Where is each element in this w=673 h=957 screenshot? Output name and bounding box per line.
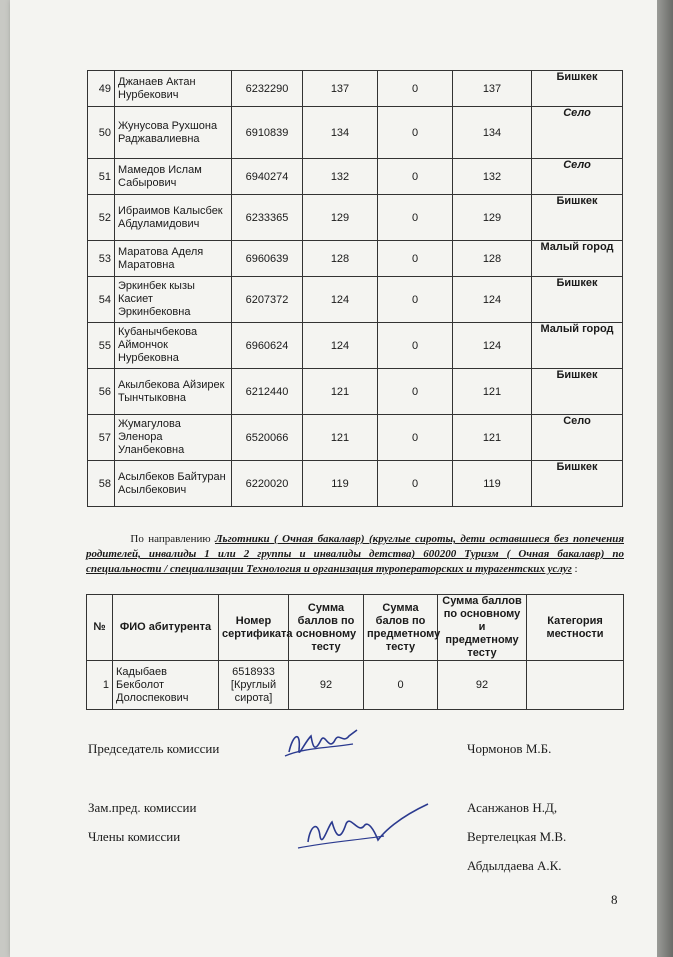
certificate-number: 6960624: [232, 323, 303, 369]
table-row: [88, 415, 623, 461]
locality: Село: [532, 107, 623, 159]
total-score: 129: [453, 195, 532, 241]
table-row: [87, 661, 624, 710]
table-row: [88, 277, 623, 323]
applicant-name: Жунусова Рухшона Раджавалиевна: [115, 107, 232, 159]
results-table-continued: [87, 70, 623, 507]
applicant-name: Мамедов Ислам Сабырович: [115, 159, 232, 195]
total-score: 134: [453, 107, 532, 159]
row-number: 51: [88, 159, 115, 195]
certificate-number: 6910839: [232, 107, 303, 159]
total-score: 119: [453, 461, 532, 507]
locality: Село: [532, 159, 623, 195]
member1-name: Вертелецкая М.В.: [467, 829, 567, 844]
table-row: [88, 71, 623, 107]
applicant-name: Маратова Аделя Маратовна: [115, 241, 232, 277]
page-number: 8: [611, 892, 618, 907]
row-number: 54: [88, 277, 115, 323]
row-number: 1: [87, 661, 113, 710]
chair-name: Чормонов М.Б.: [467, 741, 552, 756]
table-row: [88, 323, 623, 369]
direction-paragraph: [86, 532, 624, 577]
applicant-name: Акылбекова Айзирек Тынчтыковна: [115, 369, 232, 415]
total-score: 92: [438, 661, 527, 710]
subject-score: 0: [378, 159, 453, 195]
subject-score: 0: [378, 71, 453, 107]
header-certificate: Номер сертификата: [219, 595, 289, 661]
subject-score: 0: [378, 277, 453, 323]
applicant-name: Кадыбаев Бекболот Долоспекович: [113, 661, 219, 710]
applicant-name: Жумагулова Эленора Уланбековна: [115, 415, 232, 461]
chair-label: Председатель комиссии: [88, 741, 220, 756]
locality: Малый город: [532, 241, 623, 277]
row-number: 53: [88, 241, 115, 277]
base-score: 119: [303, 461, 378, 507]
total-score: 121: [453, 369, 532, 415]
applicant-name: Асылбеков Байтуран Асылбекович: [115, 461, 232, 507]
paragraph-suffix: :: [574, 563, 578, 575]
applicant-name: Ибраимов Калысбек Абдуламидович: [115, 195, 232, 241]
base-score: 129: [303, 195, 378, 241]
subject-score: 0: [378, 323, 453, 369]
base-score: 128: [303, 241, 378, 277]
subject-score: 0: [364, 661, 438, 710]
direction-title: Льготники ( Очная бакалавр) (круглые сироты, дети оставшиеся без попечения родителей, инвалиды 1 или 2 группы и инвалиды детства) 600200 Туризм ( Очная бакалавр) по специальности / специализации Технология и организация туроператорских и турагентских услуг: [86, 533, 625, 575]
base-score: 124: [303, 277, 378, 323]
applicant-name: Кубанычбекова Аймончок Нурбековна: [115, 323, 232, 369]
certificate-number: 6520066: [232, 415, 303, 461]
certificate-number: 6518933 [Круглый сирота]: [219, 661, 289, 710]
header-name: ФИО абитурента: [113, 595, 219, 661]
row-number: 49: [88, 71, 115, 107]
header-total-score: Сумма баллов по основному и предметному тесту: [438, 595, 527, 661]
locality: Малый город: [532, 323, 623, 369]
applicant-name: Эркинбек кызы Касиет Эркинбековна: [115, 277, 232, 323]
certificate-number: 6960639: [232, 241, 303, 277]
row-number: 55: [88, 323, 115, 369]
locality: Село: [532, 415, 623, 461]
beneficiaries-table: [86, 594, 624, 710]
locality: Бишкек: [532, 369, 623, 415]
subject-score: 0: [378, 415, 453, 461]
row-number: 52: [88, 195, 115, 241]
subject-score: 0: [378, 369, 453, 415]
base-score: 132: [303, 159, 378, 195]
certificate-number: 6940274: [232, 159, 303, 195]
applicant-name: Джанаев Актан Нурбекович: [115, 71, 232, 107]
page-edge-shadow: [657, 0, 673, 957]
total-score: 128: [453, 241, 532, 277]
certificate-number: 6233365: [232, 195, 303, 241]
total-score: 132: [453, 159, 532, 195]
members-label: Члены комиссии: [88, 829, 181, 844]
base-score: 124: [303, 323, 378, 369]
header-locality: Категория местности: [527, 595, 624, 661]
locality: Бишкек: [532, 71, 623, 107]
member2-name: Абдылдаева А.К.: [467, 858, 562, 873]
table-row: [88, 159, 623, 195]
deputy-label: Зам.пред. комиссии: [88, 800, 197, 815]
subject-score: 0: [378, 195, 453, 241]
certificate-number: 6232290: [232, 71, 303, 107]
row-number: 57: [88, 415, 115, 461]
table-row: [88, 195, 623, 241]
certificate-number: 6220020: [232, 461, 303, 507]
header-subject-score: Сумма балов по предметному тесту: [364, 595, 438, 661]
subject-score: 0: [378, 461, 453, 507]
table-row: [88, 107, 623, 159]
total-score: 121: [453, 415, 532, 461]
subject-score: 0: [378, 107, 453, 159]
certificate-number: 6207372: [232, 277, 303, 323]
locality: Бишкек: [532, 461, 623, 507]
header-base-score: Сумма баллов по основному тесту: [289, 595, 364, 661]
base-score: 121: [303, 415, 378, 461]
base-score: 121: [303, 369, 378, 415]
deputy-name: Асанжанов Н.Д,: [467, 800, 558, 815]
header-number: №: [87, 595, 113, 661]
paragraph-prefix: По направлению: [130, 533, 211, 545]
locality: Бишкек: [532, 277, 623, 323]
locality: [527, 661, 624, 710]
base-score: 92: [289, 661, 364, 710]
subject-score: 0: [378, 241, 453, 277]
table-row: [88, 461, 623, 507]
member-signature: [288, 796, 438, 866]
row-number: 56: [88, 369, 115, 415]
locality: Бишкек: [532, 195, 623, 241]
total-score: 137: [453, 71, 532, 107]
table-row: [88, 369, 623, 415]
table-row: [88, 241, 623, 277]
certificate-number: 6212440: [232, 369, 303, 415]
total-score: 124: [453, 323, 532, 369]
base-score: 134: [303, 107, 378, 159]
total-score: 124: [453, 277, 532, 323]
chair-signature: [283, 722, 363, 768]
row-number: 50: [88, 107, 115, 159]
row-number: 58: [88, 461, 115, 507]
base-score: 137: [303, 71, 378, 107]
